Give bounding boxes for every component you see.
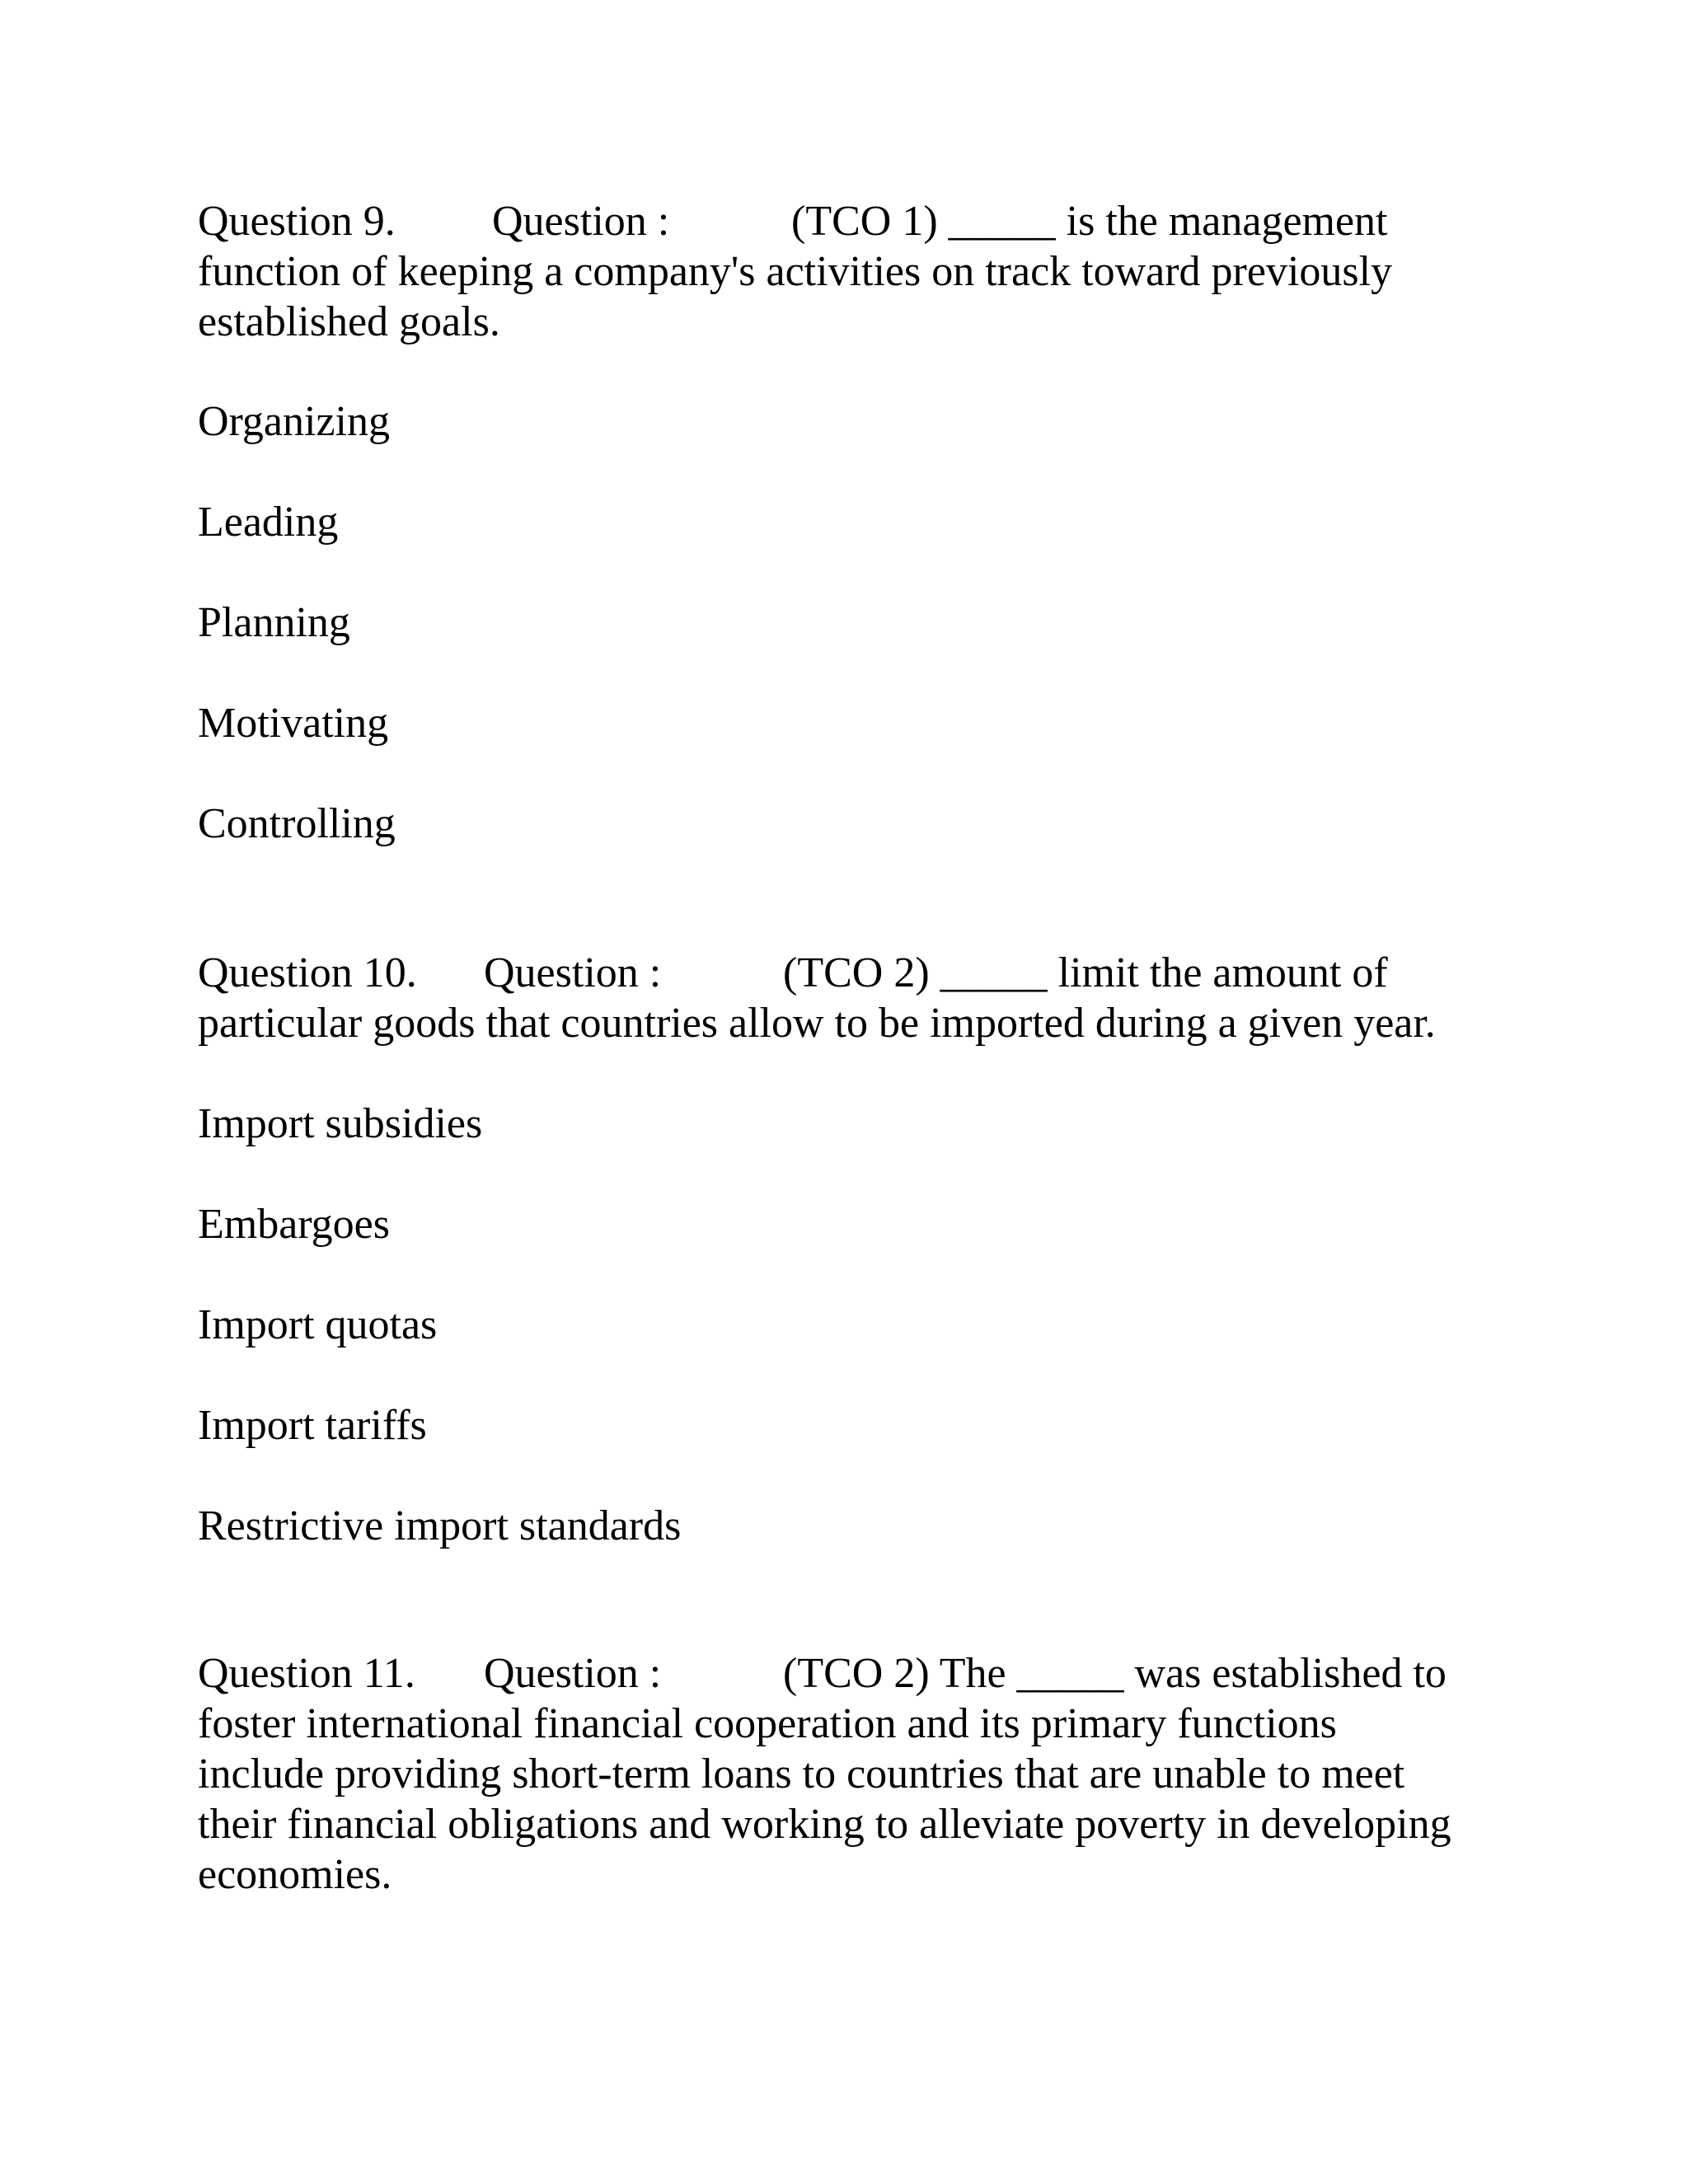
question-stem-line: function of keeping a company's activities on track toward previously [198,248,1393,295]
answer-option: Controlling [198,800,396,847]
question-stem-first-line: (TCO 2) The _____ was established to [783,1650,1447,1697]
question-11-stem [198,1648,1484,1900]
answer-option: Planning [198,599,350,646]
question-header [198,1648,1484,1699]
question-stem-line: economies. [198,1851,392,1898]
question-stem-line: their financial obligations and working to alleviate poverty in developing [198,1801,1451,1848]
answer-option: Import tariffs [198,1402,427,1449]
question-stem-line: foster international financial cooperation and its primary functions [198,1700,1337,1747]
question-stem-first-line: (TCO 1) _____ is the management [791,198,1388,245]
question-label: Question : [484,949,662,996]
question-number: Question 9. [198,198,396,245]
question-number: Question 11. [198,1650,415,1697]
question-9-stem [198,196,1484,347]
answer-option: Motivating [198,700,389,747]
question-10-stem [198,948,1484,1048]
answer-option: Leading [198,499,339,546]
answer-option: Restrictive import standards [198,1502,682,1549]
question-label: Question : [484,1650,662,1697]
question-header [198,948,1484,998]
answer-option: Import subsidies [198,1100,483,1147]
question-header [198,196,1484,246]
question-label: Question : [492,198,670,245]
question-stem-line: include providing short-term loans to countries that are unable to meet [198,1750,1405,1797]
answer-option: Import quotas [198,1301,438,1348]
answer-option: Embargoes [198,1201,390,1248]
question-stem-line: particular goods that countries allow to be imported during a given year. [198,1000,1436,1047]
question-stem-first-line: (TCO 2) _____ limit the amount of [783,949,1388,996]
question-number: Question 10. [198,949,417,996]
question-stem-line: established goals. [198,298,500,345]
answer-option: Organizing [198,398,390,445]
